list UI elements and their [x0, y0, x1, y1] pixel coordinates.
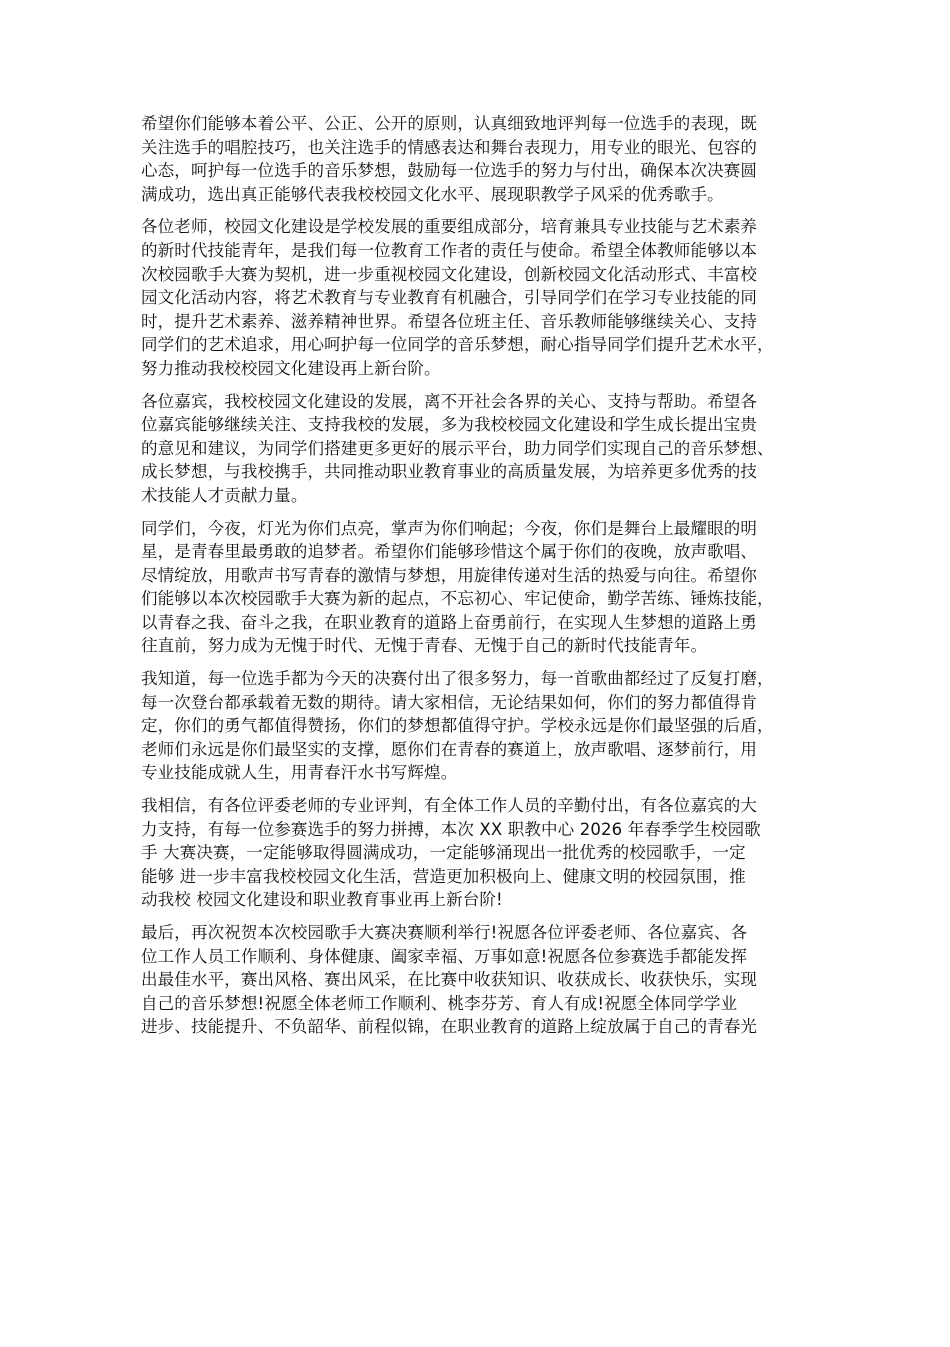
paragraph — [141, 390, 809, 508]
text-line: 每一次登台都承载着无数的期待。请大家相信，无论结果如何，你们的努力都值得肯 — [141, 692, 758, 712]
text-line: 自己的音乐梦想!祝愿全体老师工作顺利、桃李芬芳、育人有成!祝愿全体同学学业 — [141, 993, 738, 1013]
text-line: 专业技能成就人生，用青春汗水书写辉煌。 — [141, 763, 458, 783]
text-line: 以青春之我、奋斗之我，在职业教育的道路上奋勇前行，在实现人生梦想的道路上勇 — [141, 612, 758, 632]
text-line: 园文化活动内容，将艺术教育与专业教育有机融合，引导同学们在学习专业技能的同 — [141, 288, 758, 308]
text-line: 的新时代技能青年，是我们每一位教育工作者的责任与使命。希望全体教师能够以本 — [141, 240, 758, 260]
text-line: 希望你们能够本着公平、公正、公开的原则，认真细致地评判每一位选手的表现，既 — [141, 114, 758, 133]
text-line: 我相信，有各位评委老师的专业评判，有全体工作人员的辛勤付出，有各位嘉宾的大 — [141, 796, 758, 816]
text-line: 时，提升艺术素养、滋养精神世界。希望各位班主任、音乐教师能够继续关心、支持 — [141, 311, 758, 331]
text-line: 出最佳水平，赛出风格、赛出风采，在比赛中收获知识、收获成长、收获快乐，实现 — [141, 970, 758, 990]
text-line: 定，你们的勇气都值得赞扬，你们的梦想都值得守护。学校永远是你们最坚强的后盾， — [141, 716, 774, 736]
text-line: 们能够以本次校园歌手大赛为新的起点，不忘初心、牢记使命，勤学苦练、锤炼技能， — [141, 589, 774, 609]
text-line: 术技能人才贡献力量。 — [141, 485, 308, 505]
text-line: 同学们，今夜，灯光为你们点亮，掌声为你们响起；今夜，你们是舞台上最耀眼的明 — [141, 518, 758, 538]
document-body — [141, 112, 809, 1048]
text-line: 各位老师，校园文化建设是学校发展的重要组成部分，培育兼具专业技能与艺术素养 — [141, 217, 758, 237]
text-line: 老师们永远是你们最坚实的支撑，愿你们在青春的赛道上，放声歌唱、逐梦前行，用 — [141, 739, 758, 759]
text-line: 我知道，每一位选手都为今天的决赛付出了很多努力，每一首歌曲都经过了反复打磨， — [141, 669, 774, 689]
text-line: 同学们的艺术追求，用心呵护每一位同学的音乐梦想，耐心指导同学们提升艺术水平， — [141, 335, 774, 355]
text-line: 成长梦想，与我校携手，共同推动职业教育事业的高质量发展，为培养更多优秀的技 — [141, 462, 758, 482]
paragraph — [141, 215, 809, 380]
text-line: 力支持，有每一位参赛选手的努力拼搏，本次 XX 职教中心 2026 年春季学生校园歌 — [141, 819, 761, 839]
text-line: 能够 进一步丰富我校校园文化生活，营造更加积极向上、健康文明的校园氛围，推 — [141, 866, 746, 886]
text-line: 往直前，努力成为无愧于时代、无愧于青春、无愧于自己的新时代技能青年。 — [141, 636, 708, 656]
text-line: 进步、技能提升、不负韶华、前程似锦，在职业教育的道路上绽放属于自己的青春光 — [141, 1017, 758, 1037]
paragraph — [141, 112, 809, 206]
text-line: 的意见和建议，为同学们搭建更多更好的展示平台，助力同学们实现自己的音乐梦想、 — [141, 438, 774, 458]
text-line: 满成功，选出真正能够代表我校校园文化水平、展现职教学子风采的优秀歌手。 — [141, 184, 724, 204]
text-line: 位工作人员工作顺利、身体健康、阖家幸福、万事如意!祝愿各位参赛选手都能发挥 — [141, 946, 748, 966]
paragraph — [141, 667, 809, 785]
paragraph — [141, 921, 809, 1039]
text-line: 星，是青春里最勇敢的追梦者。希望你们能够珍惜这个属于你们的夜晚，放声歌唱、 — [141, 542, 758, 562]
text-line: 心态，呵护每一位选手的音乐梦想，鼓励每一位选手的努力与付出，确保本次决赛圆 — [141, 161, 758, 181]
paragraph — [141, 517, 809, 659]
text-line: 次校园歌手大赛为契机，进一步重视校园文化建设，创新校园文化活动形式、丰富校 — [141, 264, 758, 284]
text-line: 关注选手的唱腔技巧，也关注选手的情感表达和舞台表现力，用专业的眼光、包容的 — [141, 137, 758, 157]
text-line: 动我校 校园文化建设和职业教育事业再上新台阶! — [141, 890, 503, 910]
text-line: 尽情绽放，用歌声书写青春的激情与梦想，用旋律传递对生活的热爱与向往。希望你 — [141, 565, 758, 585]
text-line: 位嘉宾能够继续关注、支持我校的发展，多为我校校园文化建设和学生成长提出宝贵 — [141, 415, 758, 435]
text-line: 各位嘉宾，我校校园文化建设的发展，离不开社会各界的关心、支持与帮助。希望各 — [141, 391, 758, 411]
text-line: 手 大赛决赛，一定能够取得圆满成功，一定能够涌现出一批优秀的校园歌手，一定 — [141, 843, 746, 863]
paragraph — [141, 794, 809, 912]
text-line: 最后，再次祝贺本次校园歌手大赛决赛顺利举行!祝愿各位评委老师、各位嘉宾、各 — [141, 923, 748, 942]
text-line: 努力推动我校校园文化建设再上新台阶。 — [141, 358, 441, 378]
